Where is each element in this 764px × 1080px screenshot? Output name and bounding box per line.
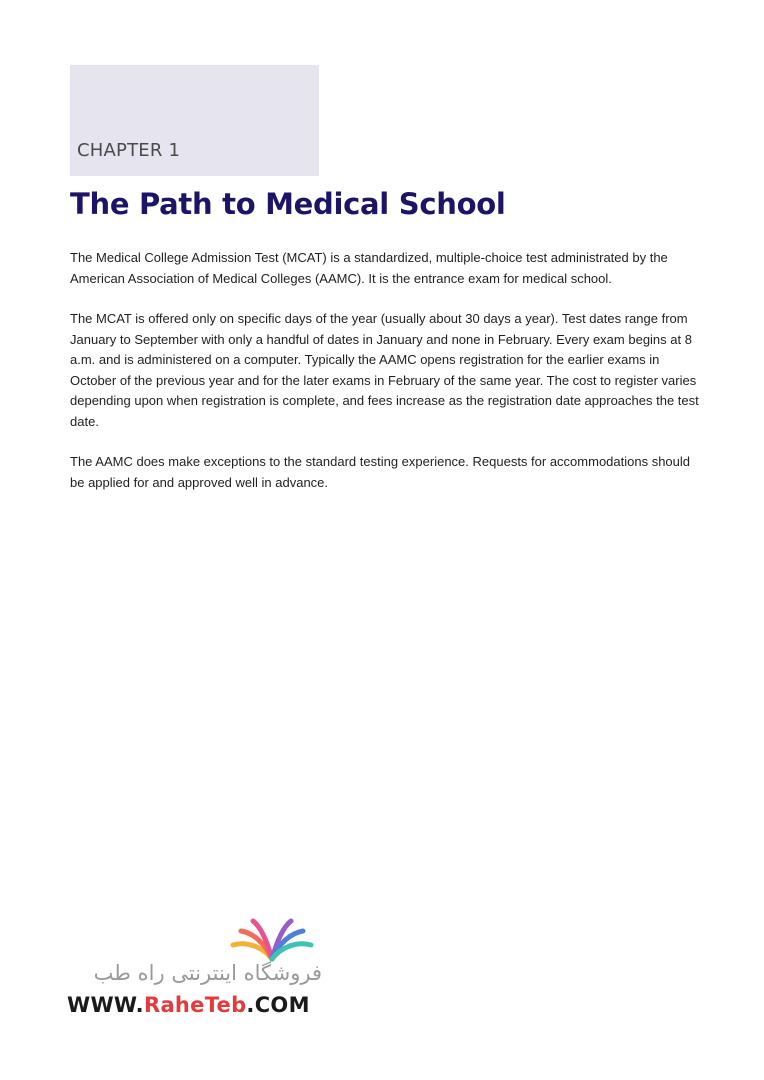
chapter-label: CHAPTER 1 (77, 140, 181, 161)
paragraph-2: The MCAT is offered only on specific days of the year (usually about 30 days a year). Test dates range from January to September with only a handful of dates in January and none in February. Every exam begins at 8 a.m. and is administered on a computer. Typically the AAMC opens registration for the earlier exams in October of the previous year and for the later exams in February of the same year. The cost to register varies depending upon when registration is complete, and fees increase as the registration date approaches the test date. (70, 311, 699, 429)
watermark (62, 915, 332, 1025)
chapter-header-box (70, 65, 319, 176)
body-text (70, 248, 700, 513)
paragraph-3: The AAMC does make exceptions to the standard testing experience. Requests for accommodations should be applied for and approved well in advance. (70, 454, 691, 490)
watermark-url-prefix: WWW. (67, 993, 144, 1017)
watermark-url-suffix: .COM (246, 993, 310, 1017)
watermark-url-brand: RaheTeb (143, 993, 247, 1017)
chapter-title: The Path to Medical School (70, 187, 506, 221)
open-book-logo-icon (227, 915, 317, 963)
paragraph-1: The Medical College Admission Test (MCAT) is a standardized, multiple-choice test administrated by the American Association of Medical Colleges (AAMC). It is the entrance exam for medical school. (70, 250, 668, 286)
watermark-url (67, 993, 310, 1017)
watermark-persian-text: فروشگاه اینترنتی راه طب (93, 961, 322, 985)
